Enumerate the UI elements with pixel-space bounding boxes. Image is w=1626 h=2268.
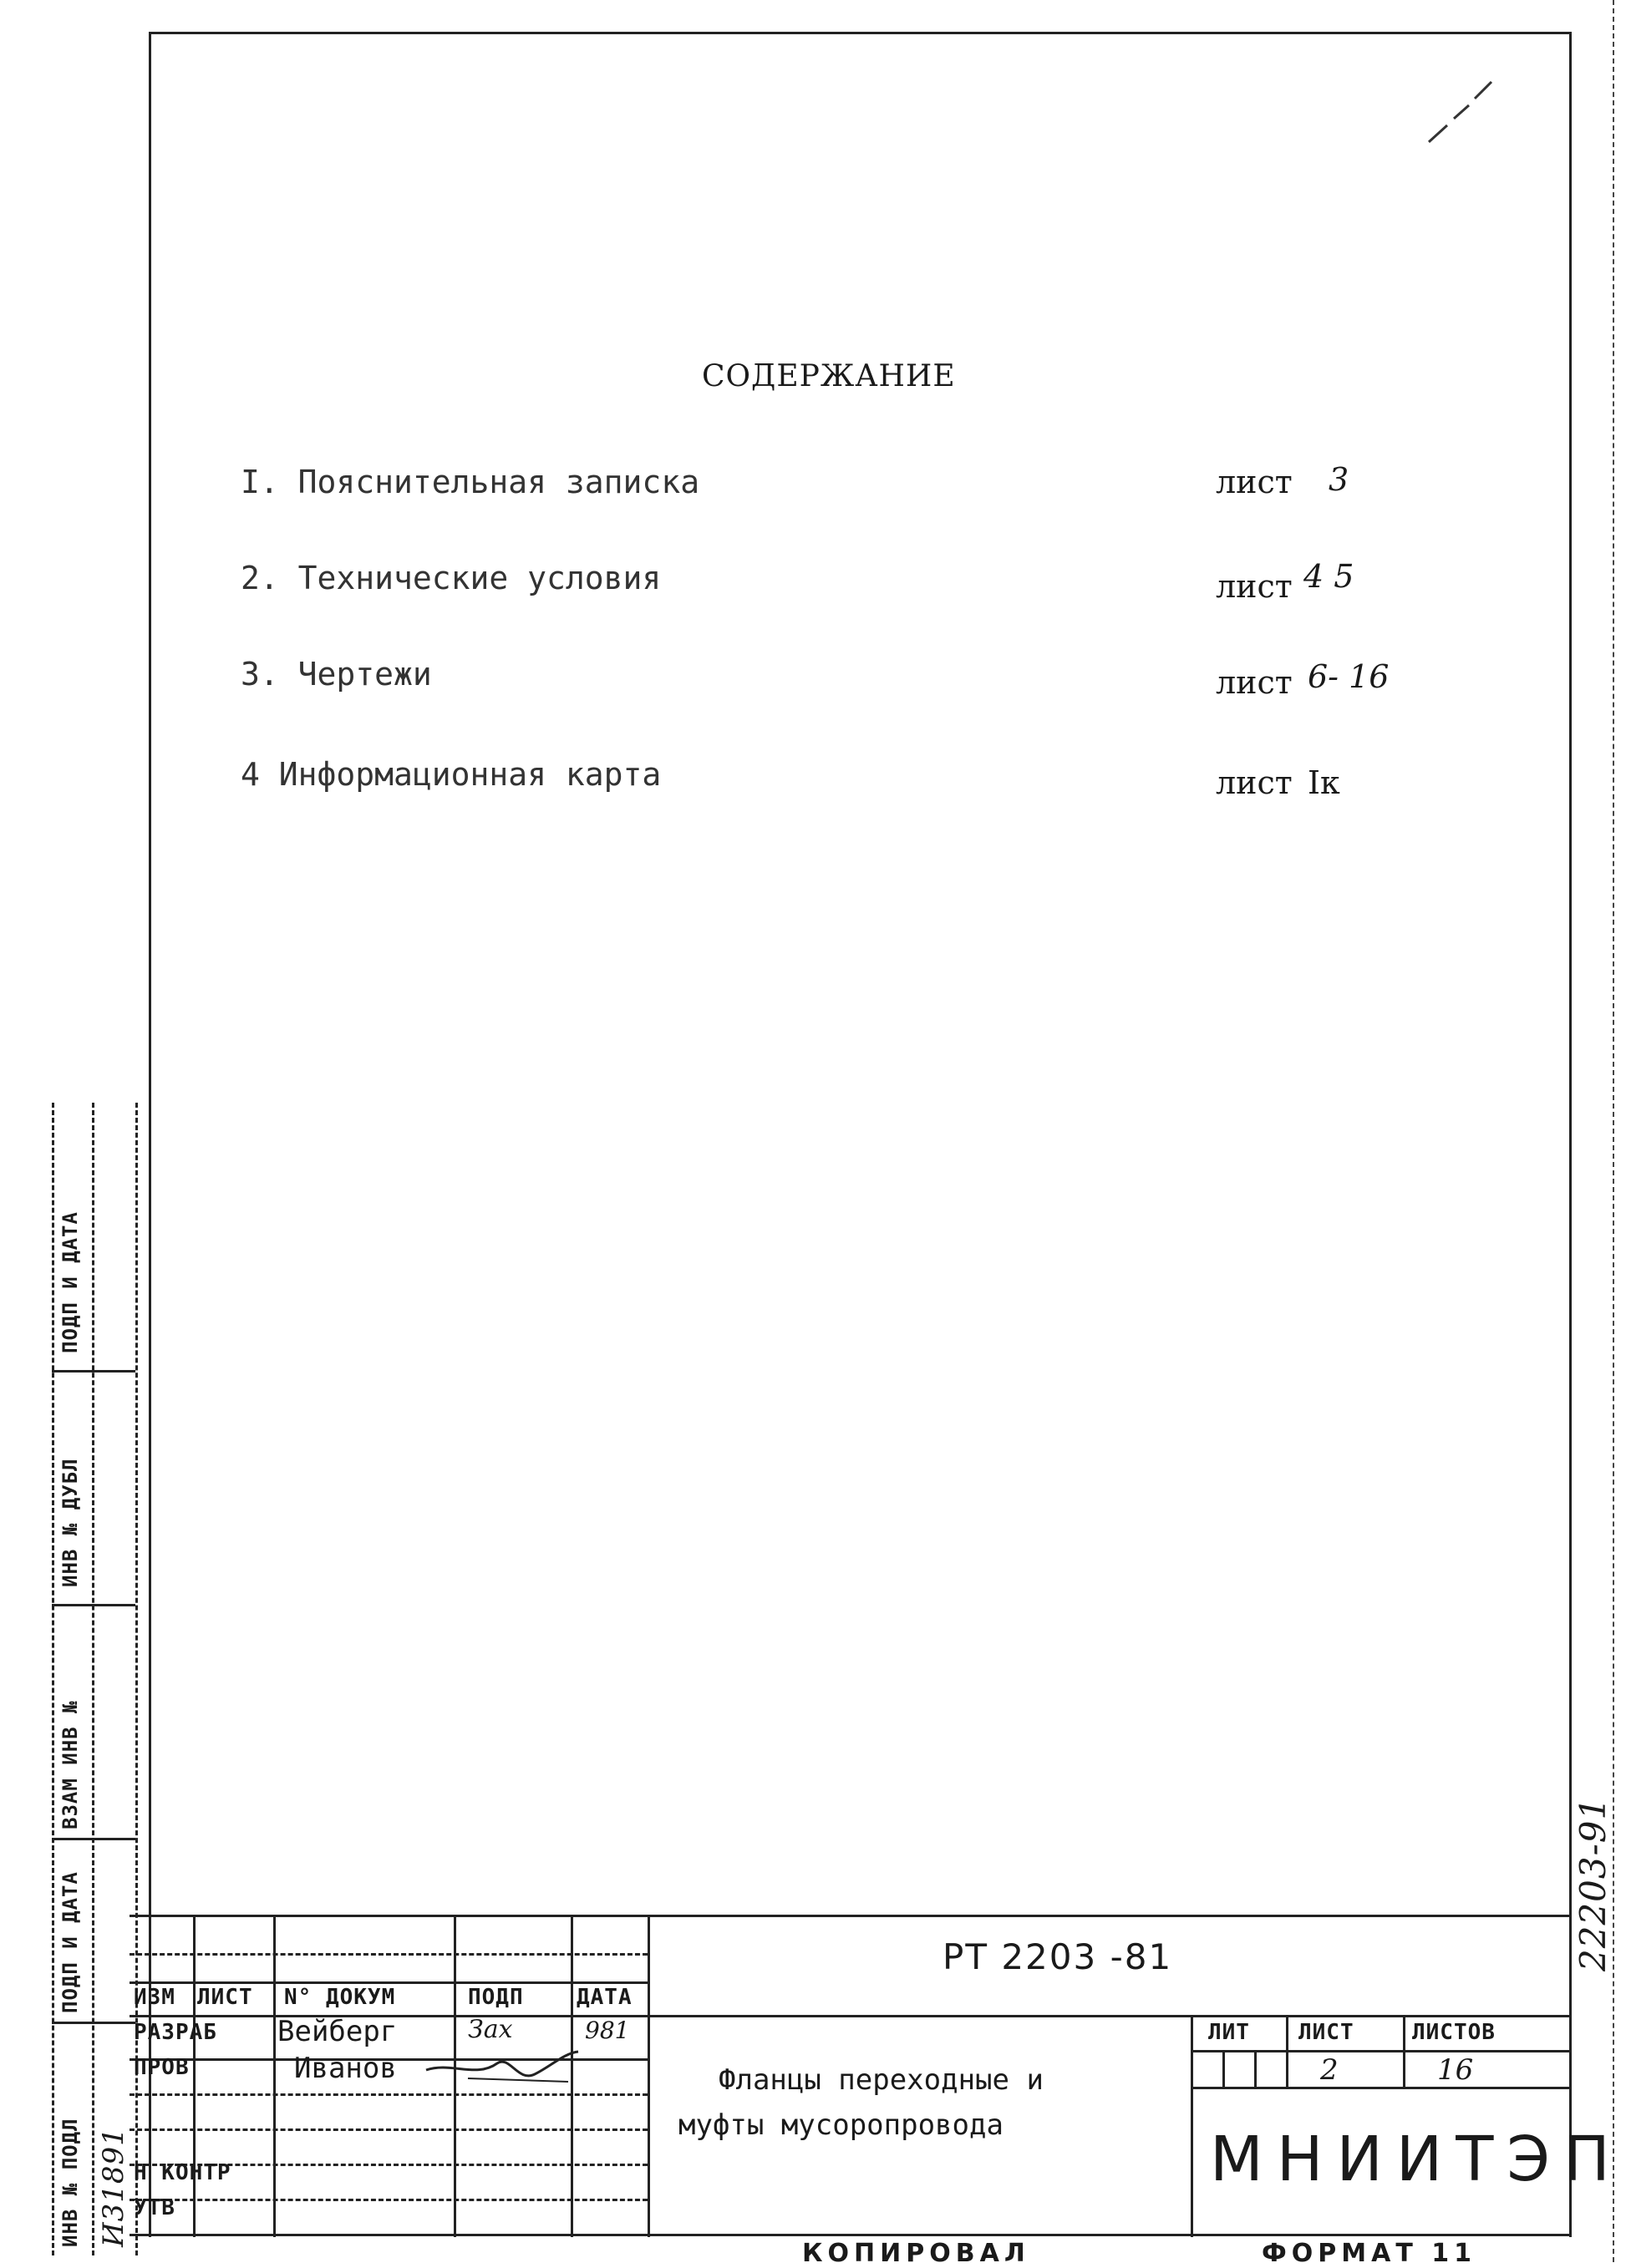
- toc-item-sheet-label: лист: [1216, 464, 1293, 500]
- product-name-line2: муфты мусоропровода: [678, 2108, 1004, 2142]
- organization-name: МНИИТЭП: [1210, 2123, 1623, 2195]
- toc-item-sheet: 3: [1329, 461, 1349, 498]
- toc-item-sheet: 4 5: [1303, 558, 1354, 595]
- sheets-label: ЛИСТОВ: [1412, 2020, 1496, 2045]
- row-role-norm-control: Н КОНТР: [134, 2160, 231, 2185]
- toc-item-sheet-label: лист: [1216, 764, 1293, 801]
- toc-item-sheet: Iк: [1308, 764, 1340, 801]
- product-name-line1: Фланцы переходные и: [719, 2063, 1044, 2097]
- toc-item-label: 4 Информационная карта: [241, 756, 662, 793]
- inventory-number: И31891: [97, 2127, 130, 2247]
- header-doc: N° ДОКУМ: [284, 1985, 396, 2010]
- side-stamp-sign-date-2: ПОДП И ДАТА: [58, 1211, 82, 1353]
- toc-item-label: 3. Чертежи: [241, 656, 432, 693]
- margin-note: 22203-91: [1573, 1796, 1613, 1971]
- sheet-label: ЛИСТ: [1298, 2020, 1354, 2045]
- row-name-developer: Вейберг: [277, 2015, 398, 2048]
- header-list: ЛИСТ: [197, 1985, 253, 2010]
- row-role-developer: РАЗРАБ: [134, 2020, 217, 2045]
- toc-item-sheet: 6- 16: [1308, 658, 1390, 695]
- side-stamp-inv-original: ИНВ № ПОДЛ: [58, 2118, 82, 2247]
- format-label: ФОРМАТ 11: [1262, 2239, 1476, 2268]
- toc-item-label: 2. Технические условия: [241, 560, 662, 596]
- side-stamp-replace-inv: ВЗАМ ИНВ №: [58, 1700, 82, 1829]
- toc-item-label: I. Пояснительная записка: [241, 464, 700, 500]
- sheet-value: 2: [1320, 2053, 1339, 2087]
- side-stamp-inv-dup: ИНВ № ДУБЛ: [58, 1458, 82, 1587]
- lit-label: ЛИТ: [1208, 2020, 1250, 2045]
- header-sign: ПОДП: [468, 1985, 524, 2010]
- copied-label: КОПИРОВАЛ: [802, 2239, 1030, 2268]
- toc-item-sheet-label: лист: [1216, 568, 1293, 605]
- row-date-developer: 981: [585, 2017, 630, 2044]
- row-role-checker: ПРОВ: [134, 2055, 190, 2080]
- row-role-approved: УТВ: [134, 2195, 175, 2220]
- right-cut-line: [1613, 0, 1614, 2262]
- header-izm: ИЗМ: [134, 1985, 175, 2010]
- row-sign-developer: Зах: [468, 2015, 513, 2044]
- side-stamp-sign-date: ПОДП И ДАТА: [58, 1871, 82, 2013]
- header-date: ДАТА: [577, 1985, 633, 2010]
- document-code: РТ 2203 -81: [943, 1936, 1173, 1977]
- sheets-value: 16: [1437, 2053, 1474, 2087]
- toc-item-sheet-label: лист: [1216, 664, 1293, 701]
- slash-mark-icon: [1404, 75, 1504, 150]
- row-name-checker: Иванов: [294, 2052, 397, 2085]
- signature-icon: [418, 2045, 585, 2095]
- contents-title: СОДЕРЖАНИЕ: [702, 359, 956, 393]
